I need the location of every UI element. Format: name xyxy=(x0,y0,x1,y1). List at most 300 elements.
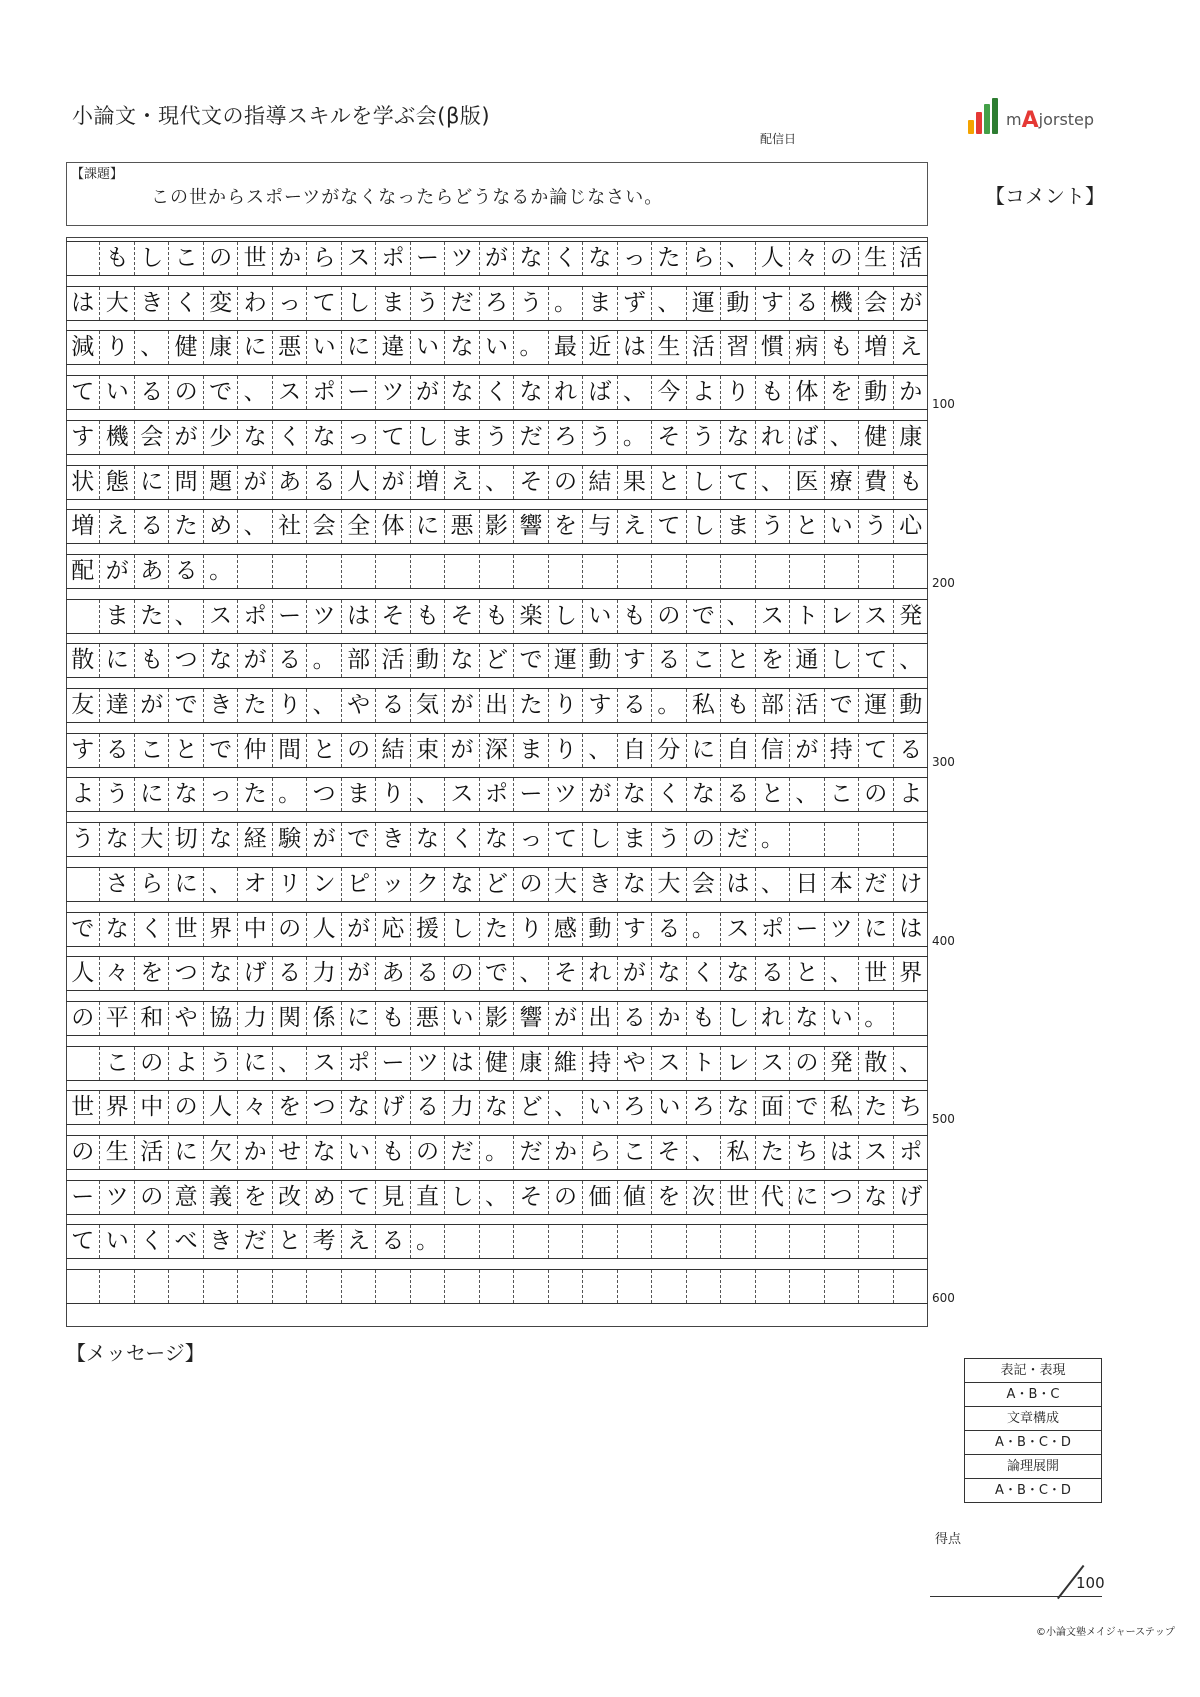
essay-cell: に xyxy=(238,1047,272,1080)
essay-cell xyxy=(66,868,100,901)
essay-row xyxy=(66,286,928,321)
essay-cell: か xyxy=(549,1136,583,1169)
essay-cell: つ xyxy=(169,644,203,677)
essay-cell: 活 xyxy=(790,689,824,722)
essay-cell: す xyxy=(66,421,100,454)
essay-cell: し xyxy=(411,421,445,454)
essay-cell: の xyxy=(859,778,893,811)
essay-cell: 大 xyxy=(100,287,134,320)
essay-cell: 部 xyxy=(342,644,376,677)
essay-cell: ス xyxy=(721,913,755,946)
essay-cell: 、 xyxy=(618,376,652,409)
essay-cell: 切 xyxy=(169,823,203,856)
essay-cell xyxy=(790,1225,824,1258)
essay-cell: 、 xyxy=(135,331,169,364)
essay-cell: が xyxy=(411,376,445,409)
essay-cell xyxy=(721,1225,755,1258)
essay-cell: な xyxy=(100,913,134,946)
essay-cell: 界 xyxy=(204,913,238,946)
essay-cell: し xyxy=(687,466,721,499)
essay-cell xyxy=(825,1225,859,1258)
essay-cell xyxy=(894,823,928,856)
essay-cell: そ xyxy=(514,466,548,499)
essay-cell: を xyxy=(756,644,790,677)
essay-cell: し xyxy=(583,823,617,856)
essay-cell: 世 xyxy=(66,1091,100,1124)
essay-cell: う xyxy=(100,778,134,811)
essay-cell: も xyxy=(721,689,755,722)
eval-name: 論理展開 xyxy=(965,1455,1101,1479)
score-label: 得点 xyxy=(935,1532,962,1547)
essay-cell: き xyxy=(204,1225,238,1258)
essay-cell: 配 xyxy=(66,555,100,588)
essay-cell: る xyxy=(273,957,307,990)
essay-cell: を xyxy=(238,1181,272,1214)
essay-cell: え xyxy=(100,510,134,543)
essay-cell: 係 xyxy=(307,1002,341,1035)
essay-cell: そ xyxy=(549,957,583,990)
essay-cell: が xyxy=(135,689,169,722)
essay-cell: た xyxy=(480,913,514,946)
essay-cell: に xyxy=(859,913,893,946)
essay-cell: 。 xyxy=(411,1225,445,1258)
essay-cell: よ xyxy=(899,781,923,808)
essay-cell: も xyxy=(825,331,859,364)
essay-cell: だ xyxy=(859,868,893,901)
essay-cell: く xyxy=(445,823,479,856)
essay-cell: 私 xyxy=(687,689,721,722)
essay-cell: 慣 xyxy=(756,331,790,364)
essay-cell: と xyxy=(721,644,755,677)
essay-row xyxy=(66,1090,928,1125)
essay-cell xyxy=(652,555,686,588)
essay-cell xyxy=(894,1002,928,1035)
essay-cell: 、 xyxy=(899,647,923,674)
essay-cell: ス xyxy=(756,1047,790,1080)
essay-cell: 、 xyxy=(273,1047,307,1080)
eval-grades: A・B・C xyxy=(965,1383,1101,1407)
essay-cell: い xyxy=(480,331,514,364)
essay-cell xyxy=(549,1225,583,1258)
essay-cell: 与 xyxy=(583,510,617,543)
essay-cell: 、 xyxy=(721,600,755,633)
essay-cell: ト xyxy=(790,600,824,633)
essay-cell: な xyxy=(514,242,548,275)
essay-cell: ば xyxy=(583,376,617,409)
essay-cell: な xyxy=(100,823,134,856)
essay-cell: え xyxy=(899,334,923,361)
essay-cell: 人 xyxy=(66,957,100,990)
essay-cell: て xyxy=(549,823,583,856)
essay-cell: た xyxy=(238,778,272,811)
essay-cell: い xyxy=(445,1002,479,1035)
essay-cell: ツ xyxy=(100,1181,134,1214)
essay-cell: 、 xyxy=(652,287,686,320)
essay-cell: ま xyxy=(514,734,548,767)
essay-cell: 、 xyxy=(790,778,824,811)
essay-cell: も xyxy=(376,1002,410,1035)
essay-cell: 題 xyxy=(204,466,238,499)
essay-row xyxy=(66,1269,928,1304)
essay-cell: だ xyxy=(238,1225,272,1258)
essay-cell xyxy=(894,1270,928,1303)
essay-cell: が xyxy=(238,466,272,499)
essay-cell: を xyxy=(135,957,169,990)
essay-cell: 、 xyxy=(825,957,859,990)
essay-cell: 達 xyxy=(100,689,134,722)
essay-cell: の xyxy=(169,1091,203,1124)
essay-cell: 発 xyxy=(825,1047,859,1080)
essay-cell: 健 xyxy=(480,1047,514,1080)
essay-cell: 。 xyxy=(514,331,548,364)
essay-cell: れ xyxy=(756,1002,790,1035)
essay-cell: れ xyxy=(549,376,583,409)
essay-cell: 康 xyxy=(899,423,923,450)
essay-cell: っ xyxy=(514,823,548,856)
essay-cell: い xyxy=(583,600,617,633)
essay-cell: な xyxy=(307,1136,341,1169)
essay-cell: が xyxy=(790,734,824,767)
essay-cell: が xyxy=(445,734,479,767)
essay-cell xyxy=(618,1270,652,1303)
essay-cell: ま xyxy=(445,421,479,454)
essay-cell: 通 xyxy=(790,644,824,677)
essay-cell: 動 xyxy=(899,692,923,718)
essay-cell: げ xyxy=(899,1183,923,1210)
essay-cell: と xyxy=(307,734,341,767)
essay-cell xyxy=(756,1225,790,1258)
essay-cell: 、 xyxy=(687,1136,721,1169)
essay-cell xyxy=(652,1225,686,1258)
essay-cell: 、 xyxy=(480,1181,514,1214)
essay-cell: ー xyxy=(66,1181,100,1214)
essay-cell: な xyxy=(583,242,617,275)
essay-cell: 人 xyxy=(307,913,341,946)
essay-cell: に xyxy=(238,331,272,364)
essay-cell: の xyxy=(549,466,583,499)
essay-cell: い xyxy=(100,1225,134,1258)
essay-row xyxy=(66,554,928,589)
essay-cell xyxy=(66,1270,100,1303)
essay-cell: が xyxy=(307,823,341,856)
essay-cell: 影 xyxy=(480,1002,514,1035)
essay-cell: の xyxy=(135,1181,169,1214)
essay-cell: 発 xyxy=(899,602,923,629)
essay-row xyxy=(66,1224,928,1259)
essay-cell: た xyxy=(756,1136,790,1169)
essay-cell: に xyxy=(342,331,376,364)
essay-cell: が xyxy=(549,1002,583,1035)
essay-cell: そ xyxy=(376,600,410,633)
essay-cell: 信 xyxy=(756,734,790,767)
essay-cell: こ xyxy=(618,1136,652,1169)
essay-cell xyxy=(790,555,824,588)
essay-cell: ず xyxy=(618,287,652,320)
essay-cell: し xyxy=(687,510,721,543)
essay-cell: っ xyxy=(204,778,238,811)
essay-cell: で xyxy=(169,689,203,722)
essay-cell: ツ xyxy=(376,376,410,409)
essay-row xyxy=(66,420,928,455)
essay-cell: な xyxy=(790,1002,824,1035)
essay-cell: い xyxy=(411,331,445,364)
essay-cell xyxy=(342,555,376,588)
essay-cell: 束 xyxy=(411,734,445,767)
essay-cell: か xyxy=(899,379,923,406)
essay-cell: 大 xyxy=(135,823,169,856)
essay-cell: に xyxy=(100,644,134,677)
essay-cell: 。 xyxy=(687,913,721,946)
essay-cell: な xyxy=(204,823,238,856)
essay-cell: る xyxy=(652,913,686,946)
essay-cell: な xyxy=(307,421,341,454)
essay-cell: の xyxy=(411,1136,445,1169)
essay-cell: 々 xyxy=(238,1091,272,1124)
essay-cell xyxy=(583,1270,617,1303)
essay-cell: 、 xyxy=(899,1049,923,1076)
essay-cell: と xyxy=(790,957,824,990)
essay-cell: る xyxy=(307,466,341,499)
essay-cell: 中 xyxy=(135,1091,169,1124)
eval-name: 文章構成 xyxy=(965,1407,1101,1431)
essay-cell xyxy=(859,823,893,856)
task-box xyxy=(66,162,928,226)
essay-cell: 生 xyxy=(100,1136,134,1169)
essay-cell: な xyxy=(445,331,479,364)
essay-cell: し xyxy=(445,913,479,946)
essay-cell: て xyxy=(859,734,893,767)
essay-cell: て xyxy=(307,287,341,320)
essay-cell: 維 xyxy=(549,1047,583,1080)
logo-text: mAjorstep xyxy=(1006,108,1095,133)
essay-cell: と xyxy=(273,1225,307,1258)
essay-cell xyxy=(273,555,307,588)
essay-row xyxy=(66,1046,928,1081)
essay-cell: 、 xyxy=(514,957,548,990)
essay-cell: が xyxy=(445,689,479,722)
essay-cell: だ xyxy=(514,421,548,454)
essay-cell: 活 xyxy=(687,331,721,364)
essay-cell: た xyxy=(514,689,548,722)
essay-cell: な xyxy=(480,823,514,856)
essay-cell: 自 xyxy=(618,734,652,767)
essay-cell: 健 xyxy=(169,331,203,364)
essay-cell: 間 xyxy=(273,734,307,767)
essay-cell: ポ xyxy=(899,1139,923,1165)
essay-cell: ま xyxy=(342,778,376,811)
essay-cell: だ xyxy=(445,287,479,320)
essay-cell: し xyxy=(549,600,583,633)
essay-cell: も xyxy=(135,644,169,677)
essay-cell: て xyxy=(859,644,893,677)
essay-cell: な xyxy=(342,1091,376,1124)
char-counter: 300 xyxy=(932,754,955,769)
essay-cell: と xyxy=(756,778,790,811)
essay-cell: ピ xyxy=(342,868,376,901)
essay-cell: 中 xyxy=(238,913,272,946)
essay-cell: ス xyxy=(756,600,790,633)
essay-cell xyxy=(687,1270,721,1303)
essay-cell: の xyxy=(825,242,859,275)
essay-cell: 分 xyxy=(652,734,686,767)
essay-cell: 出 xyxy=(583,1002,617,1035)
essay-cell: う xyxy=(204,1047,238,1080)
essay-cell: で xyxy=(480,957,514,990)
essay-cell: が xyxy=(376,466,410,499)
essay-cell: 生 xyxy=(652,331,686,364)
essay-cell: な xyxy=(687,778,721,811)
essay-cell: ポ xyxy=(342,1047,376,1080)
essay-cell: 少 xyxy=(204,421,238,454)
essay-cell: れ xyxy=(583,957,617,990)
essay-cell: ポ xyxy=(480,778,514,811)
essay-cell xyxy=(652,1270,686,1303)
essay-cell: 活 xyxy=(376,644,410,677)
essay-cell: ス xyxy=(204,600,238,633)
essay-cell: 人 xyxy=(342,466,376,499)
essay-cell: く xyxy=(273,421,307,454)
essay-cell: る xyxy=(618,1002,652,1035)
essay-cell: り xyxy=(273,689,307,722)
essay-cell xyxy=(100,1270,134,1303)
essay-cell xyxy=(583,1225,617,1258)
essay-cell: 界 xyxy=(100,1091,134,1124)
essay-cell: き xyxy=(204,689,238,722)
essay-cell: 康 xyxy=(204,331,238,364)
essay-cell: ち xyxy=(899,1094,923,1121)
essay-cell: す xyxy=(583,689,617,722)
essay-cell: に xyxy=(135,466,169,499)
essay-cell: 病 xyxy=(790,331,824,364)
essay-cell: て xyxy=(376,421,410,454)
essay-cell: ポ xyxy=(238,600,272,633)
essay-cell: 次 xyxy=(687,1181,721,1214)
essay-cell: 日 xyxy=(790,868,824,901)
essay-cell: 。 xyxy=(549,287,583,320)
essay-cell: 動 xyxy=(411,644,445,677)
essay-cell: の xyxy=(514,868,548,901)
date-label: 配信日 xyxy=(760,132,797,146)
essay-cell: 々 xyxy=(100,957,134,990)
essay-cell: 健 xyxy=(859,421,893,454)
essay-cell: ス xyxy=(307,1047,341,1080)
essay-cell xyxy=(687,555,721,588)
essay-cell xyxy=(307,555,341,588)
essay-cell: 会 xyxy=(135,421,169,454)
essay-cell: で xyxy=(790,1091,824,1124)
essay-cell: 。 xyxy=(652,689,686,722)
essay-cell: 増 xyxy=(411,466,445,499)
essay-cell: 、 xyxy=(825,421,859,454)
essay-cell: ポ xyxy=(756,913,790,946)
essay-cell: べ xyxy=(169,1225,203,1258)
essay-cell xyxy=(687,1225,721,1258)
char-counter: 400 xyxy=(932,933,955,948)
essay-cell: 動 xyxy=(583,913,617,946)
essay-cell: を xyxy=(652,1181,686,1214)
essay-cell: い xyxy=(825,1002,859,1035)
essay-cell: く xyxy=(480,376,514,409)
essay-cell: 問 xyxy=(169,466,203,499)
essay-cell: ろ xyxy=(549,421,583,454)
essay-cell: ま xyxy=(376,287,410,320)
essay-cell: リ xyxy=(273,868,307,901)
essay-cell: 近 xyxy=(583,331,617,364)
essay-cell xyxy=(618,1225,652,1258)
essay-cell xyxy=(480,1270,514,1303)
essay-cell: あ xyxy=(135,555,169,588)
essay-cell xyxy=(445,555,479,588)
essay-cell: 康 xyxy=(514,1047,548,1080)
essay-cell: で xyxy=(514,644,548,677)
essay-row xyxy=(66,1001,928,1036)
essay-cell: ば xyxy=(790,421,824,454)
essay-cell: 運 xyxy=(549,644,583,677)
essay-cell: ク xyxy=(411,868,445,901)
essay-cell: 気 xyxy=(411,689,445,722)
essay-cell: 活 xyxy=(899,245,923,271)
essay-cell: っ xyxy=(273,287,307,320)
essay-cell: に xyxy=(169,1136,203,1169)
essay-cell: 見 xyxy=(376,1181,410,1214)
essay-cell: レ xyxy=(721,1047,755,1080)
essay-cell xyxy=(583,555,617,588)
task-text: この世からスポーツがなくなったらどうなるか論じなさい。 xyxy=(151,187,664,208)
essay-cell: そ xyxy=(652,421,686,454)
essay-cell: も xyxy=(899,468,923,495)
essay-cell: の xyxy=(549,1181,583,1214)
essay-cell: か xyxy=(238,1136,272,1169)
essay-cell: ら xyxy=(583,1136,617,1169)
essay-cell: が xyxy=(618,957,652,990)
essay-cell: 悪 xyxy=(411,1002,445,1035)
essay-cell: え xyxy=(342,1225,376,1258)
essay-cell: く xyxy=(135,1225,169,1258)
essay-cell: 自 xyxy=(721,734,755,767)
essay-cell: 悪 xyxy=(445,510,479,543)
essay-cell: レ xyxy=(825,600,859,633)
essay-cell: る xyxy=(411,1091,445,1124)
essay-cell xyxy=(721,1270,755,1303)
essay-cell: 会 xyxy=(859,287,893,320)
essay-cell: た xyxy=(238,689,272,722)
essay-cell: こ xyxy=(100,1047,134,1080)
essay-row xyxy=(66,688,928,723)
essay-cell: 。 xyxy=(480,1136,514,1169)
essay-cell: に xyxy=(687,734,721,767)
essay-cell: ど xyxy=(480,644,514,677)
essay-cell: 社 xyxy=(273,510,307,543)
essay-cell: は xyxy=(721,868,755,901)
essay-cell: は xyxy=(66,287,100,320)
essay-cell: ス xyxy=(652,1047,686,1080)
essay-cell: 。 xyxy=(307,644,341,677)
task-label: 【課題】 xyxy=(71,167,124,182)
essay-cell: い xyxy=(652,1091,686,1124)
essay-cell: 考 xyxy=(307,1225,341,1258)
essay-cell: よ xyxy=(687,376,721,409)
essay-cell: 私 xyxy=(721,1136,755,1169)
essay-cell: て xyxy=(652,510,686,543)
essay-cell xyxy=(549,555,583,588)
essay-cell xyxy=(445,1270,479,1303)
essay-cell: な xyxy=(204,644,238,677)
essay-cell: 持 xyxy=(583,1047,617,1080)
essay-cell: う xyxy=(411,287,445,320)
essay-cell xyxy=(859,1270,893,1303)
essay-cell: ポ xyxy=(376,242,410,275)
essay-cell: の xyxy=(204,242,238,275)
